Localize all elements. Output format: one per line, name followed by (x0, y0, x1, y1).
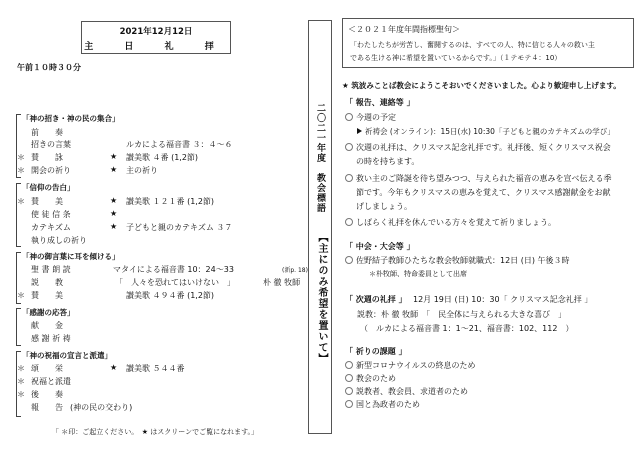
next-service-scripture: （ ルカによる福音書 1：1～21、福音書：102、112 ） (360, 324, 574, 333)
circle-bullet-icon (345, 361, 353, 369)
footnote: 「 ＊印：ご起立ください。 ★ はスクリーンでご覧になれます。」 (52, 428, 259, 436)
service-date: 2021年12月12日 (119, 27, 193, 37)
report-item: 今週の予定 (345, 112, 396, 123)
section-bracket (16, 183, 21, 247)
next-service-info: 12月 19日 (日) 10：30「 クリスマス記念礼拝 」 (413, 295, 593, 304)
verse-box (342, 18, 634, 68)
circle-bullet-icon (345, 113, 353, 121)
prayer-item: 新型コロナウイルスの終息のため (345, 360, 476, 371)
chukai-title: 「 中会・大会等 」 (345, 242, 415, 251)
circle-bullet-icon (345, 374, 353, 382)
chukai-note: ＊朴牧師、特命委員として出席 (369, 270, 467, 278)
prayer-item: 国と為政者のため (345, 399, 420, 410)
prayer-item: 説教者、教会員、求道者のため (345, 386, 468, 397)
verse-box-title: ＜２０２１年度年間指標聖句＞ (348, 25, 460, 34)
section-title: 「神の祝福の宣言と派遣」 (22, 351, 112, 360)
verse-line: である生ける神に希望を置いているからです。」（１テモテ４：10） (350, 54, 562, 62)
motto-heading: 二〇二一年度 教会標語 (315, 103, 325, 213)
report-item: 救い主のご降誕を待ち望みつつ、与えられた福音の恵みを宣べ伝える季 (345, 173, 612, 184)
report-item-cont: の時を持ちます。 (356, 157, 420, 166)
circle-bullet-icon (345, 143, 353, 151)
reports-title: 「 報告、連絡等 」 (345, 98, 415, 107)
section-title: 「信仰の告白」 (22, 183, 75, 192)
service-header-box (81, 21, 231, 54)
circle-bullet-icon (345, 256, 353, 264)
prayer-title: 「 祈りの課題 」 (345, 347, 407, 356)
verse-line: 「わたしたちが労苦し、奮闘するのは、すべての人、特に信じる人々の救い主 (350, 41, 595, 49)
circle-bullet-icon (345, 174, 353, 182)
next-service-title: 「 次週の礼拝 」 (345, 295, 407, 304)
section-title: 「神の招き・神の民の集合」 (22, 114, 120, 123)
report-subitem: 祈祷会 (オンライン)：15日(水) 10:30「子どもと親のカテキズムの学び」 (357, 126, 615, 137)
report-item-cont: げしましょう。 (356, 202, 412, 211)
motto-text: 【主にのみ希望を置いて】 (316, 232, 327, 364)
circle-bullet-icon (345, 400, 353, 408)
section-title: 「感謝の応答」 (22, 308, 75, 317)
section-title: 「神の御言葉に耳を傾ける」 (22, 252, 120, 261)
report-item: 次週の礼拝は、クリスマス記念礼拝です。礼拝後、短くクリスマス祝会 (345, 142, 611, 153)
welcome-message: ★ 筑波みことば教会にようこそおいでくださいました。心より歓迎申し上げます。 (342, 81, 621, 90)
triangle-bullet-icon (357, 128, 362, 134)
service-title: 主 日 礼 拝 (84, 42, 228, 52)
next-service-sermon: 説教：朴 徹 牧師 「 民全体に与えられる大きな喜び 」 (357, 310, 567, 319)
report-item-cont: 節です。今年もクリスマスの恵みを覚えて、クリスマス感謝献金をお献 (356, 188, 611, 197)
chukai-item: 佐野結子教師ひたちな教会牧師就職式：12日 (日) 午後３時 (345, 255, 570, 266)
service-time: 午前１０時３０分 (17, 63, 81, 72)
circle-bullet-icon (345, 218, 353, 226)
prayer-item: 教会のため (345, 373, 396, 384)
circle-bullet-icon (345, 387, 353, 395)
section-bracket (16, 308, 21, 346)
motto-box (308, 20, 332, 434)
report-item: しばらく礼拝を休んでいる方々を覚えて祈りましょう。 (345, 217, 556, 228)
